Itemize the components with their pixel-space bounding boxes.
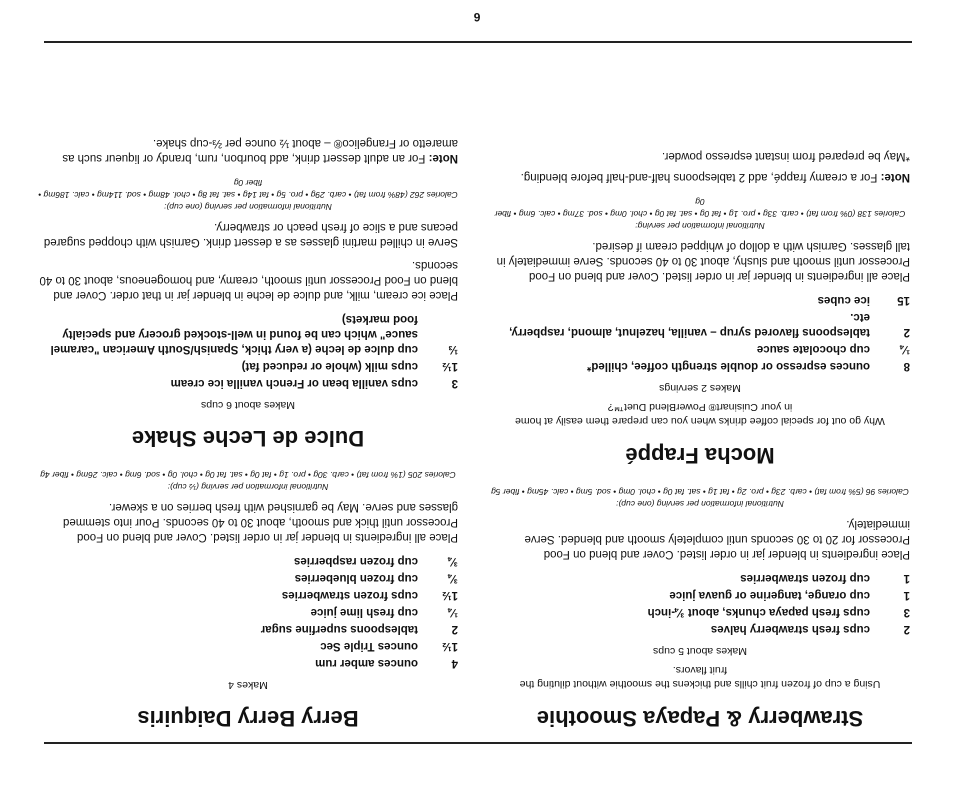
- ingredient-qty: ¾: [448, 572, 458, 584]
- note-label: Note:: [428, 152, 458, 164]
- nutrition-label: Nutritional information per serving:: [635, 221, 765, 231]
- ingredient-qty: ¼: [448, 606, 458, 618]
- ingredient-qty: 8: [903, 360, 910, 372]
- ingredient-row: [490, 340, 910, 357]
- ingredient-qty: 3: [451, 377, 458, 389]
- ingredient-item: cup orange, tangerine or guava juice: [669, 589, 870, 601]
- ingredient-list: [648, 569, 910, 637]
- ingredient-qty: ¾: [448, 555, 458, 567]
- ingredient-item: cups frozen strawberries: [281, 589, 418, 601]
- top-rule: [44, 742, 912, 744]
- ingredient-list: [261, 552, 458, 671]
- ingredient-qty: 1½: [442, 589, 458, 601]
- ingredient-item: tablespoons superfine sugar: [260, 623, 418, 635]
- recipe-note: [490, 169, 910, 184]
- ingredient-row: [490, 357, 910, 374]
- ingredient-item: cups fresh papaya chunks, about ¾-inch: [647, 606, 870, 618]
- nutrition-values: Calories 205 (1% from fat) • carb. 30g • pro. 1g • fat 0g • sat. fat 0g • chol. 0g • sod. 6mg • calc. 26mg • fiber 4g: [40, 470, 456, 480]
- ingredient-row: [490, 308, 910, 340]
- ingredient-item: cups fresh strawberry halves: [710, 623, 870, 635]
- ingredient-item: cups milk (whole or reduced fat): [241, 360, 418, 372]
- ingredient-row: [38, 357, 458, 374]
- recipe-title: Dulce de Leche Shake: [131, 426, 365, 451]
- ingredient-qty: 15: [897, 294, 910, 306]
- ingredient-item: ounces amber rum: [315, 657, 418, 669]
- recipe-mocha-frappe: [490, 148, 910, 468]
- recipe-intro: Using a cup of frozen fruit chills and thickens the smoothie without diluting the fruit flavors.: [519, 664, 881, 690]
- recipe-instructions: Place all ingredients in blender jar in order listed. Cover and blend on Food Processor until thick and smooth, about 30 to 40 seconds. Pour into stemmed glasses and serve. May be garnished with fresh berries on a skewer.: [62, 501, 458, 543]
- ingredient-row: [261, 552, 458, 569]
- right-column: [38, 117, 458, 731]
- ingredient-row: [261, 620, 458, 637]
- ingredient-row: [261, 654, 458, 671]
- ingredient-qty: ¼: [900, 343, 910, 355]
- nutrition-info: [38, 177, 458, 213]
- recipe-instructions: Place ingredients in blender jar in order listed. Cover and blend on Food Processor for 20 to 30 seconds until completely smooth and blended. Serve immediately.: [524, 518, 910, 560]
- recipe-instructions: Place all ingredients in blender jar in order listed. Cover and blend on Food Processor until smooth and slushy, about 30 to 40 seconds. Serve immediately in tall glasses. Garnish with a dollop of whipped cream if desired.: [496, 240, 910, 282]
- ingredient-qty: 1: [903, 589, 910, 601]
- ingredient-row: [261, 586, 458, 603]
- ingredient-row: [648, 569, 910, 586]
- ingredient-item: cup frozen blueberries: [294, 572, 418, 584]
- recipe-title: Mocha Frappé: [625, 443, 775, 468]
- ingredient-qty: 1½: [442, 360, 458, 372]
- page-number: 6: [473, 10, 481, 24]
- recipe-serving-instructions: Serve in chilled martini glasses as a dessert drink. Garnish with chopped sugared pecans and a slice of fresh peach or strawberry.: [43, 221, 458, 248]
- nutrition-info: [490, 486, 910, 510]
- ingredient-row: [648, 586, 910, 603]
- ingredient-qty: 1: [903, 572, 910, 584]
- ingredient-qty: 4: [451, 657, 458, 669]
- recipe-instructions: Place ice cream, milk, and dulce de leche in blender jar in that order. Cover and blend on Food Processor until smooth, creamy, and homogeneous, about 30 to 40 seconds.: [39, 259, 458, 301]
- recipe-dulce-de-leche: [38, 135, 458, 451]
- footnote-text: *May be prepared from instant espresso powder.: [661, 150, 910, 162]
- ingredient-qty: 1½: [442, 640, 458, 652]
- nutrition-label: Nutritional information per serving (½ cup):: [167, 482, 329, 492]
- ingredient-qty: 2: [903, 326, 910, 338]
- ingredient-item: tablespoons flavored syrup – vanilla, hazelnut, almond, raspberry, etc.: [509, 311, 870, 338]
- recipe-title: Strawberry & Papaya Smoothie: [536, 706, 864, 731]
- recipe-footnote: [490, 148, 910, 163]
- ingredient-item: cup chocolate sauce: [756, 343, 870, 355]
- ingredient-qty: ⅓: [448, 343, 458, 355]
- nutrition-values: Calories 138 (0% from fat) • carb. 33g • pro. 1g • fat 0g • sat. fat 0g • chol. 0mg • sod. 37mg • calc. 6mg • fiber 0g: [494, 197, 906, 219]
- ingredient-row: [261, 637, 458, 654]
- ingredient-item: ounces Triple Sec: [320, 640, 418, 652]
- ingredient-item: cups vanilla bean or French vanilla ice cream: [170, 377, 418, 389]
- ingredient-item: ounces espresso or double strength coffee, chilled*: [586, 360, 870, 372]
- ingredient-qty: 2: [451, 623, 458, 635]
- ingredient-qty: 2: [903, 623, 910, 635]
- recipe-strawberry-papaya: [490, 486, 910, 731]
- note-text: For an adult dessert drink, add bourbon, rum, brandy or liqueur such as amaretto or Frangelico® – about ½ ounce per ⅔-cup shake.: [62, 137, 458, 164]
- ingredient-row: [261, 569, 458, 586]
- note-label: Note:: [880, 171, 910, 183]
- recipe-title: Berry Berry Daiquiris: [137, 706, 359, 731]
- nutrition-label: Nutritional information per serving (one cup):: [616, 499, 784, 509]
- nutrition-values: Calories 262 (48% from fat) • carb. 29g • pro. 5g • fat 14g • sat. fat 8g • chol. 48mg • sod. 114mg • calc. 186mg • fiber 0g: [38, 178, 458, 200]
- nutrition-values: Calories 96 (5% from fat) • carb. 23g • pro. 2g • fat 1g • sat. fat 0g • chol. 0mg • sod. 5mg • calc. 45mg • fiber 5g: [491, 487, 909, 497]
- ingredient-item: ice cubes: [817, 294, 870, 306]
- recipe-yield: Makes about 6 cups: [201, 399, 295, 411]
- recipe-note: [38, 135, 458, 165]
- ingredient-row: [38, 374, 458, 391]
- note-text: For a creamy frappé, add 2 tablespoons half-and-half before blending.: [520, 171, 878, 183]
- ingredient-row: [648, 603, 910, 620]
- ingredient-row: [38, 310, 458, 357]
- ingredient-row: [648, 620, 910, 637]
- ingredient-qty: 3: [903, 606, 910, 618]
- recipe-yield: Makes 2 servings: [659, 382, 741, 394]
- nutrition-info: [38, 469, 458, 493]
- ingredient-item: cup frozen raspberries: [294, 555, 418, 567]
- recipe-berry-daiquiris: [38, 469, 458, 731]
- ingredient-row: [261, 603, 458, 620]
- ingredient-item: cup dulce de leche (a very thick, Spanish/South American "caramel sauce" which can be found in well-stocked grocery and specialty food markets): [50, 313, 418, 355]
- ingredient-item: cup frozen strawberries: [740, 572, 870, 584]
- nutrition-label: Nutritional information per serving (one cup):: [164, 202, 332, 212]
- recipe-yield: Makes about 5 cups: [653, 645, 747, 657]
- recipe-yield: Makes 4: [228, 679, 268, 691]
- ingredient-row: [490, 291, 910, 308]
- ingredient-item: cup fresh lime juice: [310, 606, 418, 618]
- recipe-intro: Why go out for special coffee drinks when you can prepare them easily at home in your Cuisinart® PowerBlend Duet™?: [515, 401, 885, 427]
- bottom-rule: [44, 41, 912, 43]
- ingredient-list: [38, 310, 458, 391]
- ingredient-list: [490, 291, 910, 374]
- nutrition-info: [490, 196, 910, 232]
- left-column: [490, 130, 910, 731]
